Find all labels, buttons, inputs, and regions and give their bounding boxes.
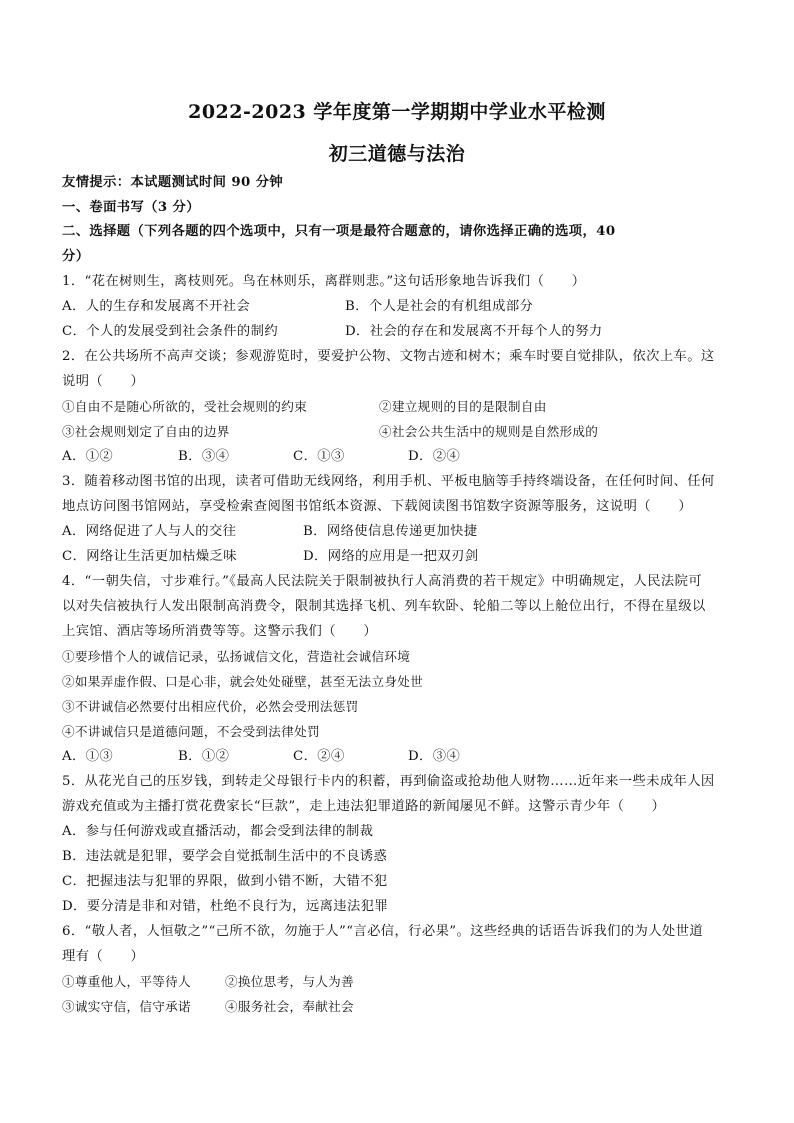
q4-statement-3: ③不讲诚信必然要付出相应代价，必然会受刑法惩罚 <box>62 699 359 714</box>
q5-option-a: A．参与任何游戏或直播活动，都会受到法律的制裁 <box>62 824 374 839</box>
q3-option-b: B．网络使信息传递更加快捷 <box>303 524 478 539</box>
q3-stem-cont: 地点访问图书馆网站，享受检索查阅图书馆纸本资源、下载阅读图书馆数字资源等服务，这说明（ ） <box>62 499 693 514</box>
section-2-heading-cont: 分） <box>62 249 90 264</box>
q5-stem: 5．从花光自己的压岁钱，到转走父母银行卡内的积蓄，再到偷盗或抢劫他人财物……近年来一些未成年人因 <box>62 774 715 789</box>
q3-option-d: D．网络的应用是一把双刃剑 <box>303 549 479 564</box>
q6-stem-cont: 理有（ ） <box>62 949 145 964</box>
q6-statement-1: ①尊重他人，平等待人 <box>62 974 191 989</box>
q2-option-a: A．①② <box>62 449 114 464</box>
q4-option-d: D．③④ <box>408 749 461 764</box>
q4-option-a: A．①③ <box>62 749 114 764</box>
exam-subject: 初三道德与法治 <box>328 143 466 165</box>
q3-option-a: A．网络促进了人与人的交往 <box>62 524 237 539</box>
q4-stem-cont-2: 上宾馆、酒店等场所消费等等。这警示我们（ ） <box>62 624 378 639</box>
q2-statement-3: ③社会规则划定了自由的边界 <box>62 424 230 439</box>
q1-option-d: D．社会的存在和发展离不开每个人的努力 <box>345 324 603 339</box>
q1-option-c: C．个人的发展受到社会条件的制约 <box>62 324 279 339</box>
q1-option-a: A．人的生存和发展离不开社会 <box>62 299 251 314</box>
q6-statement-2: ②换位思考，与人为善 <box>225 974 354 989</box>
q4-statement-1: ①要珍惜个人的诚信记录，弘扬诚信文化，营造社会诚信环境 <box>62 649 411 664</box>
q6-statement-3: ③诚实守信，信守承诺 <box>62 999 191 1014</box>
section-2-heading: 二、选择题（下列各题的四个选项中，只有一项是最符合题意的，请你选择正确的选项，40 <box>62 224 616 239</box>
q2-statement-2: ②建立规则的目的是限制自由 <box>379 399 547 414</box>
q4-option-b: B．①② <box>178 749 230 764</box>
q4-statement-4: ④不讲诚信只是道德问题，不会受到法律处罚 <box>62 724 320 739</box>
exam-title: 2022-2023 学年度第一学期期中学业水平检测 <box>188 101 606 123</box>
q4-stem: 4．“一朝失信，寸步难行。”《最高人民法院关于限制被执行人高消费的若干规定》中明确规定，人民法院可 <box>62 574 703 589</box>
q1-option-b: B．个人是社会的有机组成部分 <box>345 299 534 314</box>
q1-stem: 1．“花在树则生，离枝则死。鸟在林则乐，离群则悲。”这句话形象地告诉我们（ ） <box>62 274 586 289</box>
q2-option-b: B．③④ <box>178 449 230 464</box>
q2-statement-1: ①自由不是随心所欲的，受社会规则的约束 <box>62 399 307 414</box>
q2-stem-cont: 说明（ ） <box>62 374 145 389</box>
q2-stem: 2．在公共场所不高声交谈；参观游览时，要爱护公物、文物古迹和树木；乘车时要自觉排队，依次上车。这 <box>62 349 715 364</box>
q3-stem: 3．随着移动图书馆的出现，读者可借助无线网络，利用手机、平板电脑等手持终端设备，在任何时间、任何 <box>62 474 715 489</box>
q6-statement-4: ④服务社会，奉献社会 <box>225 999 354 1014</box>
q2-option-d: D．②④ <box>408 449 461 464</box>
q2-option-c: C．①③ <box>293 449 345 464</box>
q5-stem-cont: 游戏充值或为主播打赏花费家长“巨款”，走上违法犯罪道路的新闻屡见不鲜。这警示青少年（ ） <box>62 799 666 814</box>
q5-option-c: C．把握违法与犯罪的界限，做到小错不断，大错不犯 <box>62 874 388 889</box>
q4-statement-2: ②如果弄虚作假、口是心非，就会处处碰壁，甚至无法立身处世 <box>62 674 424 689</box>
q6-stem: 6．“敬人者，人恒敬之”“己所不欲，勿施于人”“言必信，行必果”。这些经典的话语告诉我们的为人处世道 <box>62 924 704 939</box>
q5-option-b: B．违法就是犯罪，要学会自觉抵制生活中的不良诱惑 <box>62 849 388 864</box>
q2-statement-4: ④社会公共生活中的规则是自然形成的 <box>379 424 599 439</box>
q5-option-d: D．要分清是非和对错，杜绝不良行为，远离违法犯罪 <box>62 899 389 914</box>
section-1-heading: 一、卷面书写（3 分） <box>62 200 200 215</box>
q4-option-c: C．②④ <box>293 749 345 764</box>
q4-stem-cont-1: 以对失信被执行人发出限制高消费令，限制其选择飞机、列车软卧、轮船二等以上舱位出行，不得在星级以 <box>62 599 706 614</box>
notice-text: 友情提示：本试题测试时间 90 分钟 <box>62 175 284 190</box>
q3-option-c: C．网络让生活更加枯燥乏味 <box>62 549 237 564</box>
